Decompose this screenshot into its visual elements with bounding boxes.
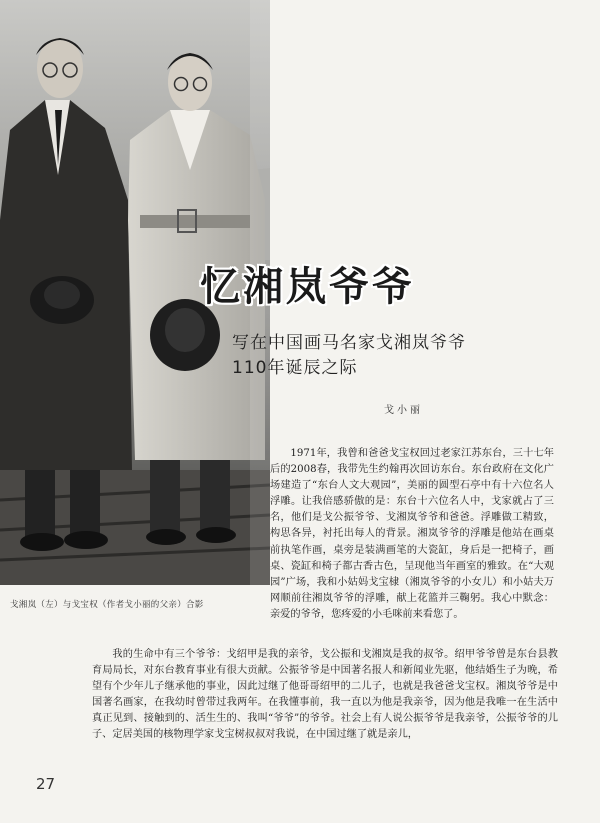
subtitle-line-1: 写在中国画马名家戈湘岚爷爷 [232, 333, 466, 353]
article-subtitle [232, 331, 562, 381]
body-paragraph-1: 1971年，我曾和爸爸戈宝权回过老家江苏东台，三十七年后的2008春，我带先生约翰再次回访东台。东台政府在文化广场建造了“东台人文大观园”，美丽的圆型石亭中有十六位名人浮雕。让我倍感骄傲的是：东台十六位名人中，戈家就占了三名，他们是戈公振爷爷、戈湘岚爷爷和爸爸。浮雕做工精致，构思各异，衬托出每人的背景。湘岚爷爷的浮雕是他站在画桌前执笔作画，桌旁是装满画笔的大瓷缸，身后是一把椅子，画桌、瓷缸和椅子都古香古色，呈现他当年画室的雅致。在“大观园”广场，我和小姑妈戈宝棣（湘岚爷爷的小女儿）和小姑夫万网顺前往湘岚爷爷的浮雕，献上花篮并三鞠躬。我心中默念：亲爱的爷爷，您疼爱的小毛咪前来看您了。 [270, 448, 554, 620]
body-paragraph-2: 我的生命中有三个爷爷：戈绍甲是我的亲爷，戈公振和戈湘岚是我的叔爷。绍甲爷爷曾是东台县教育局局长，对东台教育事业有很大贡献。公振爷爷是中国著名报人和新闻业先驱，他结婚生子为晚，希望有个少年儿子继承他的事业，因此过继了他哥哥绍甲的二儿子，也就是我爸爸戈宝权。湘岚爷爷是中国著名画家，在我幼时曾带过我两年。在我懂事前，我一直以为他是我亲爷，因为他是我唯一在生活中真正见到、接触到的、活生生的、我叫“爷爷”的爷爷。社会上有人说公振爷爷是我亲爷，公振爷爷的儿子、定居美国的核物理学家戈宝树叔叔对我说，在中国过继了就是亲儿， [92, 649, 558, 741]
subtitle-line-2: 110年诞辰之际 [232, 358, 358, 378]
author-name: 戈小丽 [384, 405, 423, 416]
photo-caption: 戈湘岚（左）与戈宝权（作者戈小丽的父亲）合影 [10, 600, 204, 610]
article-title: 忆湘岚爷爷 [200, 264, 415, 310]
page-number: 27 [36, 775, 56, 793]
